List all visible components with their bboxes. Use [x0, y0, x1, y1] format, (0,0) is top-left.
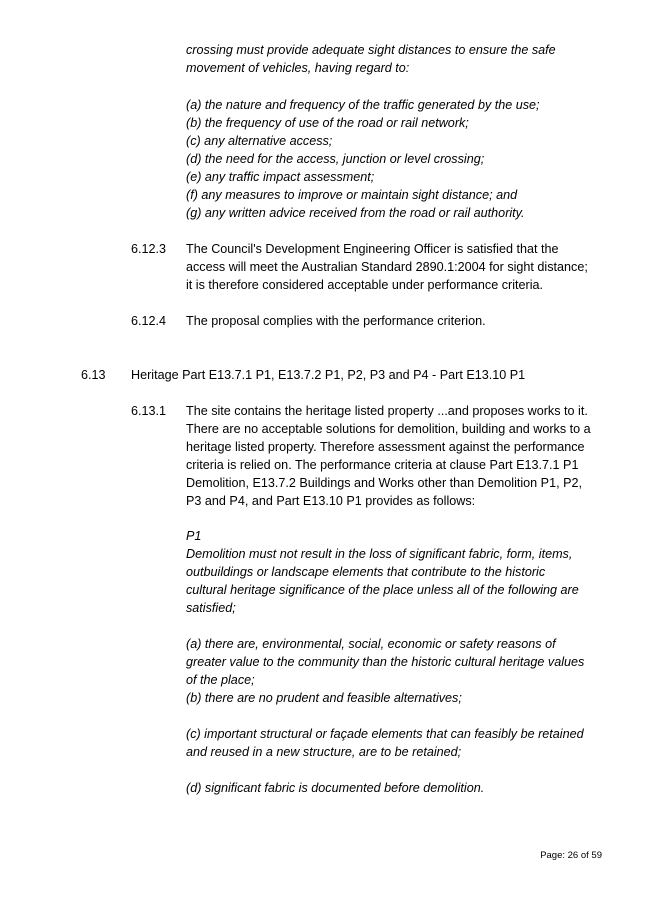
list-item: (g) any written advice received from the road or rail authority. — [186, 206, 525, 220]
p1-line: outbuildings or landscape elements that contribute to the historic — [186, 565, 546, 579]
list-item: (a) the nature and frequency of the traffic generated by the use; — [186, 98, 540, 112]
paragraph-line: it is therefore considered acceptable under performance criteria. — [186, 278, 544, 292]
section-number: 6.13 — [81, 368, 106, 382]
paragraph-line: P3 and P4, and Part E13.10 P1 provides as follows: — [186, 494, 476, 508]
p1-item-a — [186, 635, 606, 707]
paragraph-line: access will meet the Australian Standard 2890.1:2004 for sight distance; — [186, 260, 588, 274]
criteria-list — [186, 96, 606, 222]
intro-line: movement of vehicles, having regard to: — [186, 61, 410, 75]
list-item: (d) the need for the access, junction or level crossing; — [186, 152, 485, 166]
paragraph-line: criteria is relied on. The performance criteria at clause Part E13.7.1 P1 — [186, 458, 579, 472]
paragraph-line: heritage listed property. Therefore assessment against the performance — [186, 440, 585, 454]
paragraph-number: 6.13.1 — [131, 404, 167, 418]
p1-item-line: of the place; — [186, 673, 255, 687]
section-heading: Heritage Part E13.7.1 P1, E13.7.2 P1, P2, P3 and P4 - Part E13.10 P1 — [131, 368, 526, 382]
list-item: (c) any alternative access; — [186, 134, 333, 148]
list-item: (f) any measures to improve or maintain sight distance; and — [186, 188, 518, 202]
p1-label: P1 — [186, 529, 202, 543]
p1-criterion — [186, 527, 606, 617]
paragraph-number: 6.12.4 — [131, 314, 167, 328]
p1-item-line: (b) there are no prudent and feasible alternatives; — [186, 691, 462, 705]
paragraph-line: The proposal complies with the performance criterion. — [186, 314, 486, 328]
p1-line: cultural heritage significance of the place unless all of the following are — [186, 583, 579, 597]
list-item: (b) the frequency of use of the road or rail network; — [186, 116, 469, 130]
paragraph-6-12-4 — [186, 312, 606, 330]
p1-line: satisfied; — [186, 601, 236, 615]
paragraph-line: Demolition, E13.7.2 Buildings and Works other than Demolition P1, P2, — [186, 476, 582, 490]
p1-item-c — [186, 725, 606, 761]
paragraph-number: 6.12.3 — [131, 242, 167, 256]
p1-item-d — [186, 779, 606, 797]
p1-item-line: (d) significant fabric is documented before demolition. — [186, 781, 485, 795]
paragraph-6-12-3 — [186, 240, 606, 294]
p1-item-line: (c) important structural or façade elements that can feasibly be retained — [186, 727, 584, 741]
page-number: Page: 26 of 59 — [540, 850, 602, 861]
list-item: (e) any traffic impact assessment; — [186, 170, 375, 184]
p1-item-line: greater value to the community than the historic cultural heritage values — [186, 655, 585, 669]
intro-paragraph — [186, 41, 606, 77]
paragraph-line: The site contains the heritage listed property ...and proposes works to it. — [186, 404, 588, 418]
p1-line: Demolition must not result in the loss of significant fabric, form, items, — [186, 547, 573, 561]
p1-item-line: (a) there are, environmental, social, economic or safety reasons of — [186, 637, 556, 651]
paragraph-6-13-1 — [186, 402, 606, 510]
paragraph-line: There are no acceptable solutions for demolition, building and works to a — [186, 422, 591, 436]
p1-item-line: and reused in a new structure, are to be retained; — [186, 745, 462, 759]
paragraph-line: The Council's Development Engineering Officer is satisfied that the — [186, 242, 559, 256]
intro-line: crossing must provide adequate sight distances to ensure the safe — [186, 43, 556, 57]
